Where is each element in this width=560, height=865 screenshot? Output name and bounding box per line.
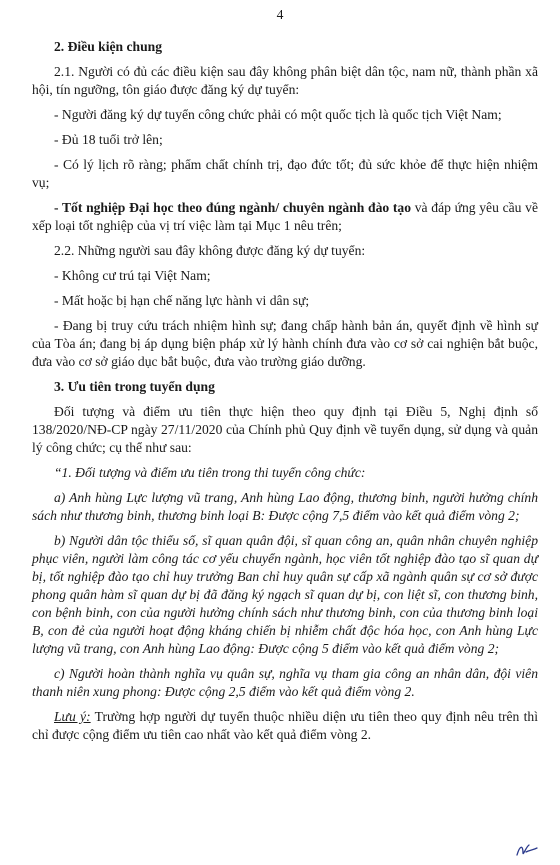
note-paragraph xyxy=(32,708,538,744)
section-2-heading: 2. Điều kiện chung xyxy=(54,39,163,54)
requirement-rest: và đáp ứng yêu cầu về xếp loại tốt nghiệp của vị trí việc làm tại Mục 1 nêu trên; xyxy=(32,200,538,233)
paragraph: - Đủ 18 tuổi trở lên; xyxy=(54,132,163,147)
paragraph: - Không cư trú tại Việt Nam; xyxy=(54,268,211,283)
paragraph: - Mất hoặc bị hạn chế năng lực hành vi dân sự; xyxy=(54,293,310,308)
bold-requirement: - Tốt nghiệp Đại học theo đúng ngành/ chuyên ngành đào tạo xyxy=(54,200,412,215)
note-label: Lưu ý: xyxy=(54,709,91,724)
note-text: Trường hợp người dự tuyển thuộc nhiều diện ưu tiên theo quy định nêu trên thì chỉ được cộng điểm ưu tiên cao nhất vào kết quả điểm vòng 2. xyxy=(32,709,538,742)
paragraph: 2.1. Người có đủ các điều kiện sau đây không phân biệt dân tộc, nam nữ, thành phần xã hội, tín ngưỡng, tôn giáo được đăng ký dự tuyển: xyxy=(32,64,538,97)
paragraph xyxy=(32,199,538,235)
section-3-heading: 3. Ưu tiên trong tuyển dụng xyxy=(54,379,215,394)
paragraph: 2.2. Những người sau đây không được đăng ký dự tuyển: xyxy=(54,243,366,258)
section-2 xyxy=(32,38,538,371)
quote-paragraph: c) Người hoàn thành nghĩa vụ quân sự, nghĩa vụ tham gia công an nhân dân, đội viên thanh niên xung phong: Được cộng 2,5 điểm vào kết quả điểm vòng 2. xyxy=(32,666,538,699)
paragraph: Đối tượng và điểm ưu tiên thực hiện theo quy định tại Điều 5, Nghị định số 138/2020/NĐ-CP ngày 27/11/2020 của Chính phủ Quy định về tuyển dụng, sử dụng và quản lý công chức; cụ thể như sau: xyxy=(32,404,538,455)
paragraph: - Có lý lịch rõ ràng; phẩm chất chính trị, đạo đức tốt; đủ sức khỏe để thực hiện nhiệm vụ; xyxy=(32,157,538,190)
quote-paragraph: a) Anh hùng Lực lượng vũ trang, Anh hùng Lao động, thương binh, người hưởng chính sách như thương binh, thương binh loại B: Được cộng 7,5 điểm vào kết quả điểm vòng 2; xyxy=(32,490,538,523)
quote-paragraph: “1. Đối tượng và điểm ưu tiên trong thi tuyển công chức: xyxy=(54,465,366,480)
initial-signature-icon xyxy=(514,841,540,859)
quote-paragraph: b) Người dân tộc thiểu số, sĩ quan quân đội, sĩ quan công an, quân nhân chuyên nghiệp phục viên, người làm công tác cơ yếu chuyển ngành, học viên tốt nghiệp đào tạo sĩ quan dự bị, tốt nghiệp đào tạo chỉ huy trưởng Ban chỉ huy quân sự cấp xã ngành quân sự cơ sở được phong quân hàm sĩ quan dự bị đã đăng ký ngạch sĩ quan dự bị, con liệt sĩ, con thương binh, con bệnh binh, con của người hưởng chính sách như thương binh, con của thương binh loại B, con đẻ của người hoạt động kháng chiến bị nhiễm chất độc hóa học, con Anh hùng Lực lượng vũ trang, con Anh hùng Lao động: Được cộng 5 điểm vào kết quả điểm vòng 2; xyxy=(32,533,538,656)
page-number: 4 xyxy=(276,7,284,22)
section-3 xyxy=(32,378,538,744)
paragraph: - Người đăng ký dự tuyển công chức phải có một quốc tịch là quốc tịch Việt Nam; xyxy=(54,107,502,122)
paragraph: - Đang bị truy cứu trách nhiệm hình sự; đang chấp hành bản án, quyết định về hình sự của Tòa án; đang bị áp dụng biện pháp xử lý hành chính đưa vào cơ sở cai nghiện bắt buộc, đưa vào cơ sở giáo dục bắt buộc, đưa vào trường giáo dưỡng. xyxy=(32,318,538,369)
